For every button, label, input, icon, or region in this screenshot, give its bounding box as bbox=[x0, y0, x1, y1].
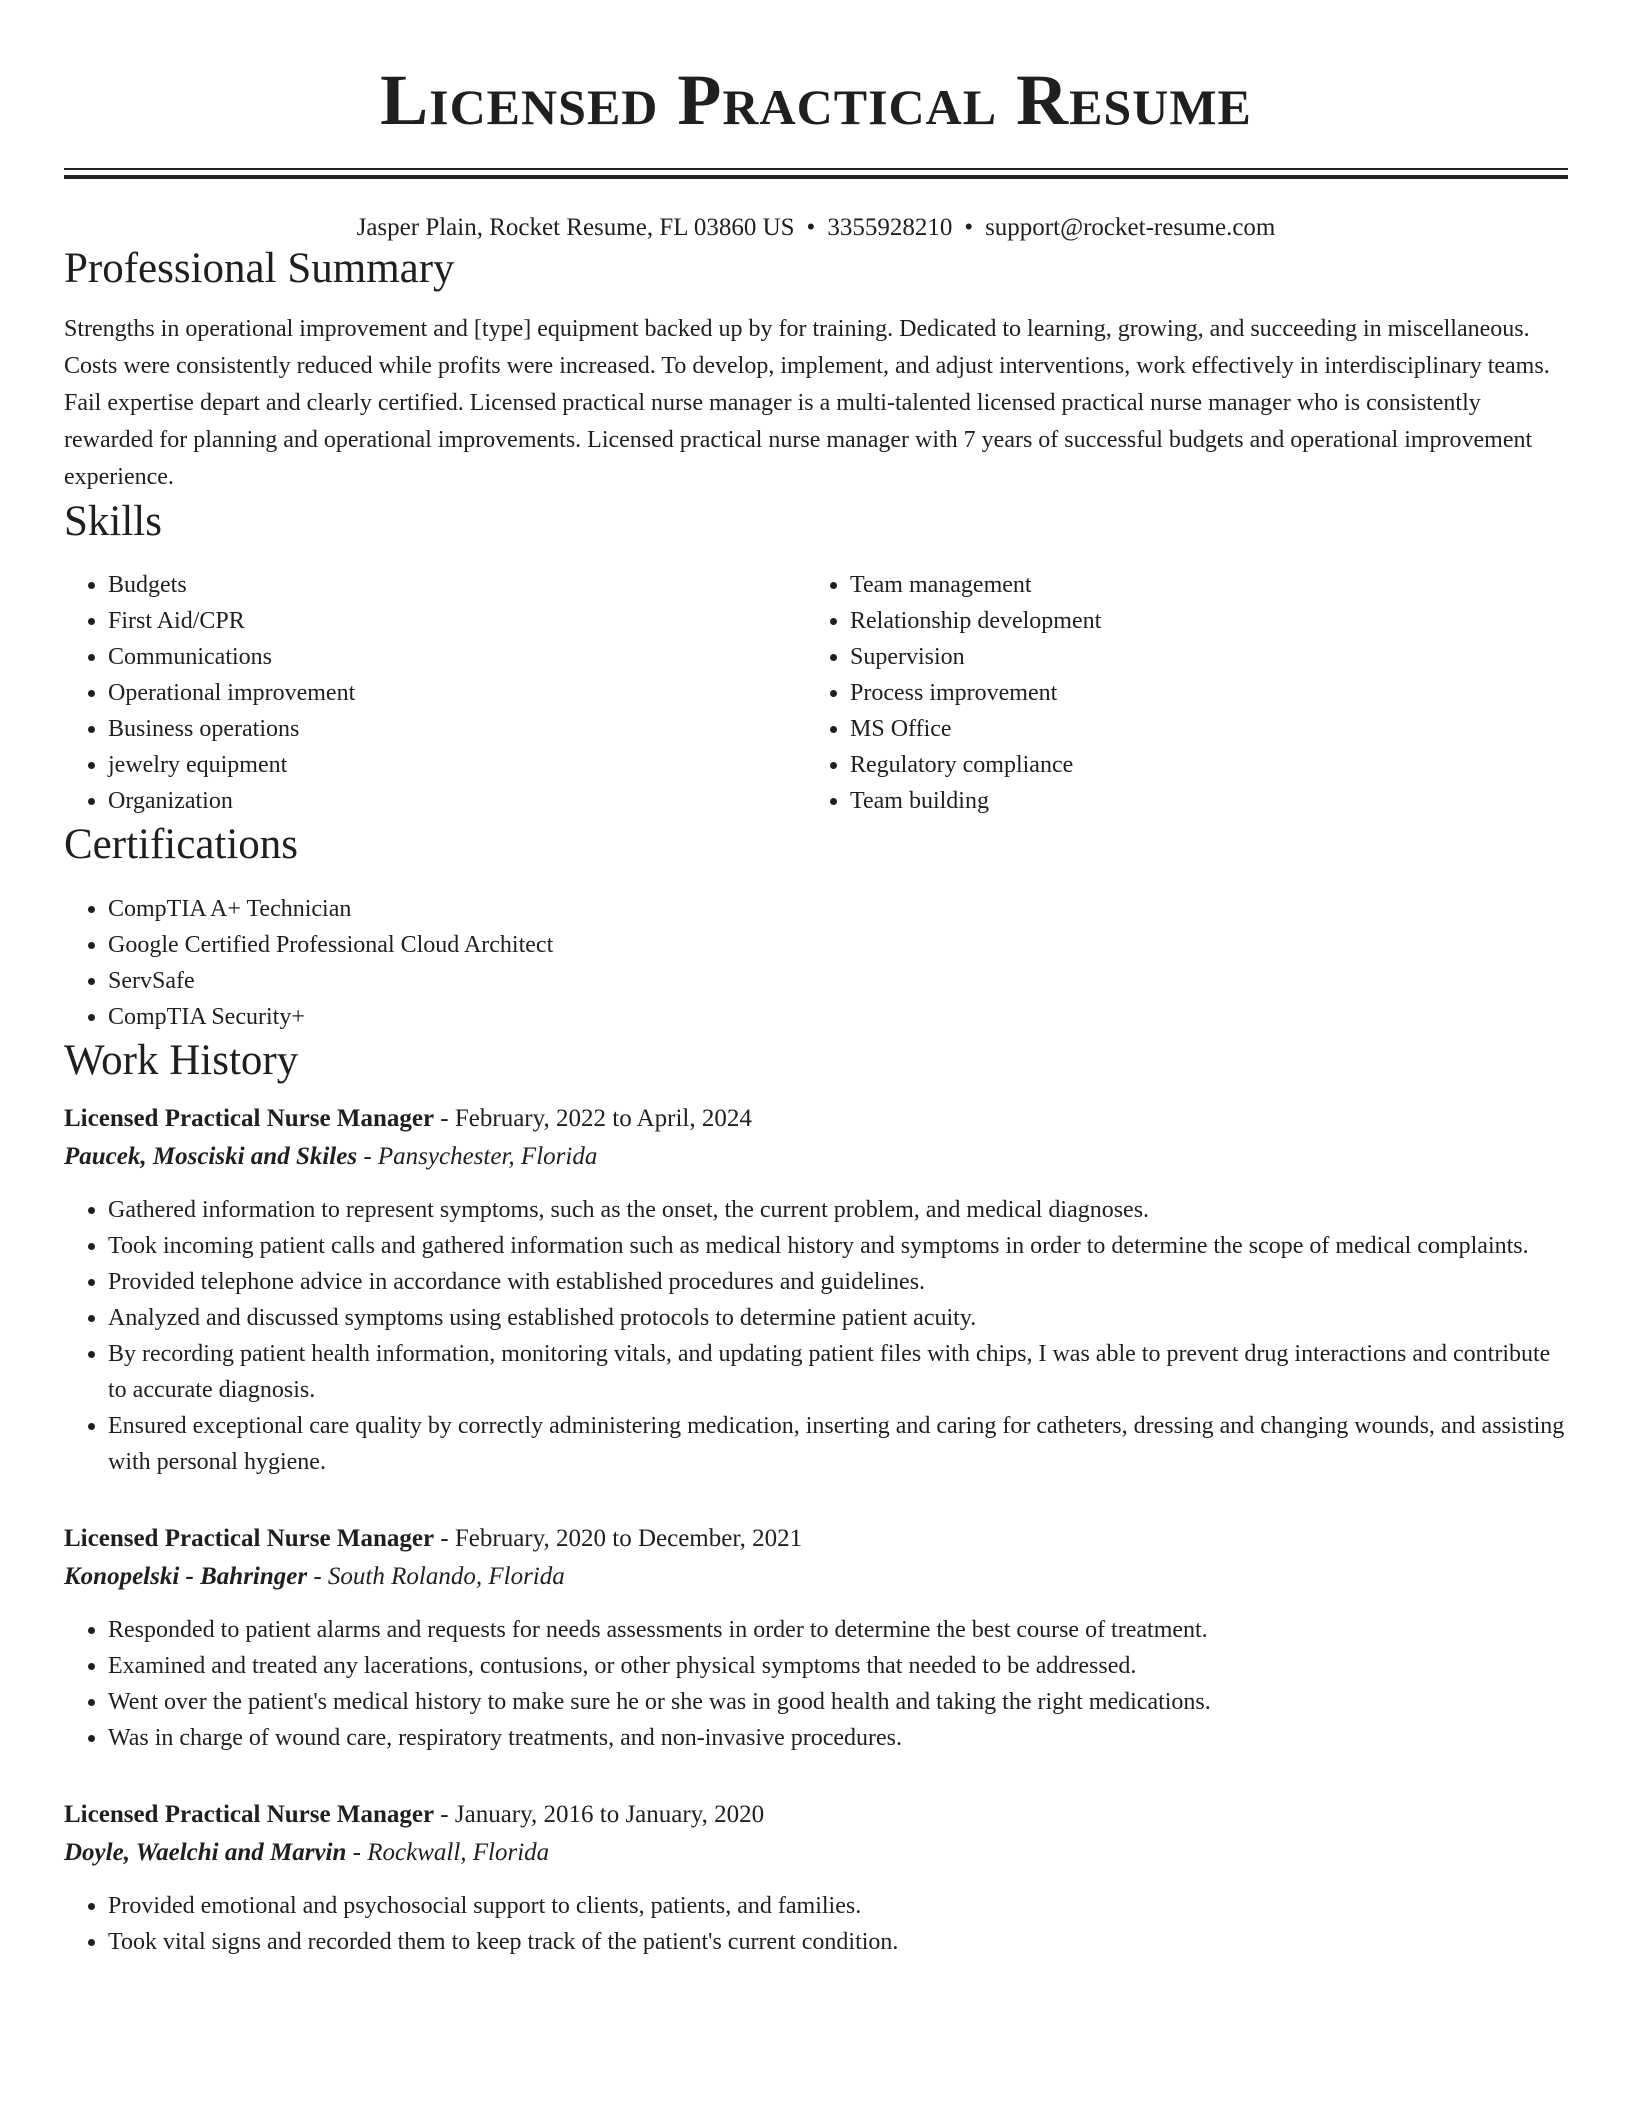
skill-item: • Process improvement bbox=[850, 675, 1548, 711]
contact-phone: 3355928210 bbox=[827, 214, 953, 241]
job-title-line bbox=[64, 1520, 1568, 1558]
job-role: Licensed Practical Nurse Manager bbox=[64, 1801, 435, 1829]
job-duty-item: • Responded to patient alarms and requests for needs assessments in order to determine the best course of treatment. bbox=[108, 1612, 1568, 1648]
summary-text: Strengths in operational improvement and [type] equipment backed up by for training. Dedicated to learning, growing, and succeeding in miscellaneous. Costs were consistently reduced while profits were increased. To develop, implement, and adjust interventions, work effectively in interdisciplinary teams. Fail expertise depart and clearly certified. Licensed practical nurse manager is a multi-talented licensed practical nurse manager who is consistently rewarded for planning and operational improvements. Licensed practical nurse manager with 7 years of successful budgets and operational improvement experience. bbox=[64, 315, 1550, 490]
job-duty-item: • Was in charge of wound care, respiratory treatments, and non-invasive procedures. bbox=[108, 1720, 1568, 1756]
certification-item: • Google Certified Professional Cloud Architect bbox=[108, 927, 1568, 963]
resume-title: Licensed Practical Resume bbox=[380, 60, 1252, 140]
certification-item: • CompTIA A+ Technician bbox=[108, 891, 1568, 927]
job-duty-item: • Ensured exceptional care quality by correctly administering medication, inserting and caring for catheters, dressing and changing wounds, and assisting with personal hygiene. bbox=[108, 1408, 1568, 1480]
contact-separator: • bbox=[964, 214, 974, 241]
skills-list-left bbox=[64, 567, 806, 819]
job-duty-item: • By recording patient health information, monitoring vitals, and updating patient files with chips, I was able to prevent drug interactions and contribute to accurate diagnosis. bbox=[108, 1336, 1568, 1408]
skill-item: • Budgets bbox=[108, 567, 806, 603]
job-company: Paucek, Mosciski and Skiles bbox=[64, 1143, 358, 1171]
skills-columns bbox=[64, 567, 1568, 819]
skill-item: • Team management bbox=[850, 567, 1548, 603]
skill-item: • Supervision bbox=[850, 639, 1548, 675]
job-company-line bbox=[64, 1138, 1568, 1176]
skill-item: • Operational improvement bbox=[108, 675, 806, 711]
certifications-heading: Certifications bbox=[64, 821, 299, 869]
job-dates: - January, 2016 to January, 2020 bbox=[434, 1801, 765, 1829]
job-location: - Rockwall, Florida bbox=[346, 1839, 550, 1867]
skill-item: • Relationship development bbox=[850, 603, 1548, 639]
contact-email: support@rocket-resume.com bbox=[985, 214, 1276, 241]
job-company-line bbox=[64, 1834, 1568, 1872]
job-company-line bbox=[64, 1558, 1568, 1596]
title-divider bbox=[64, 168, 1568, 179]
job-duty-item: • Went over the patient's medical history to make sure he or she was in good health and taking the right medications. bbox=[108, 1684, 1568, 1720]
contact-line bbox=[64, 213, 1568, 243]
skills-heading: Skills bbox=[64, 497, 162, 545]
skill-item: • Communications bbox=[108, 639, 806, 675]
job-role: Licensed Practical Nurse Manager bbox=[64, 1525, 435, 1553]
job-title-line bbox=[64, 1100, 1568, 1138]
job-duties bbox=[64, 1192, 1568, 1480]
skill-item: • Regulatory compliance bbox=[850, 747, 1548, 783]
skill-item: • Organization bbox=[108, 783, 806, 819]
job-duty-item: • Provided emotional and psychosocial support to clients, patients, and families. bbox=[108, 1888, 1568, 1924]
job-title-line bbox=[64, 1796, 1568, 1834]
job-dates: - February, 2022 to April, 2024 bbox=[434, 1105, 752, 1133]
contact-address: Jasper Plain, Rocket Resume, FL 03860 US bbox=[356, 214, 795, 241]
job-duty-item: • Examined and treated any lacerations, contusions, or other physical symptoms that needed to be addressed. bbox=[108, 1648, 1568, 1684]
skill-item: • MS Office bbox=[850, 711, 1548, 747]
skill-item: • Business operations bbox=[108, 711, 806, 747]
contact-separator: • bbox=[806, 214, 816, 241]
skill-item: • jewelry equipment bbox=[108, 747, 806, 783]
job-duty-item: • Took incoming patient calls and gathered information such as medical history and symptoms in order to determine the scope of medical complaints. bbox=[108, 1228, 1568, 1264]
job-company: Doyle, Waelchi and Marvin bbox=[64, 1839, 347, 1867]
job-duty-item: • Provided telephone advice in accordance with established procedures and guidelines. bbox=[108, 1264, 1568, 1300]
job-duty-item: • Analyzed and discussed symptoms using established protocols to determine patient acuity. bbox=[108, 1300, 1568, 1336]
certification-item: • ServSafe bbox=[108, 963, 1568, 999]
skill-item: • First Aid/CPR bbox=[108, 603, 806, 639]
work-history-heading: Work History bbox=[64, 1036, 299, 1084]
job-location: - Pansychester, Florida bbox=[357, 1143, 598, 1171]
job-dates: - February, 2020 to December, 2021 bbox=[434, 1525, 803, 1553]
job-company: Konopelski - Bahringer bbox=[64, 1563, 308, 1591]
job-duties bbox=[64, 1612, 1568, 1756]
summary-heading: Professional Summary bbox=[64, 245, 455, 292]
certification-item: • CompTIA Security+ bbox=[108, 999, 1568, 1035]
skills-list-right bbox=[806, 567, 1548, 819]
job-location: - South Rolando, Florida bbox=[307, 1563, 565, 1591]
job-duty-item: • Gathered information to represent symptoms, such as the onset, the current problem, and medical diagnoses. bbox=[108, 1192, 1568, 1228]
job-entry bbox=[64, 1520, 1568, 1756]
skill-item: • Team building bbox=[850, 783, 1548, 819]
job-entry bbox=[64, 1100, 1568, 1480]
job-duty-item: • Took vital signs and recorded them to keep track of the patient's current condition. bbox=[108, 1924, 1568, 1960]
job-duties bbox=[64, 1888, 1568, 1960]
job-role: Licensed Practical Nurse Manager bbox=[64, 1105, 435, 1133]
certifications-list bbox=[64, 891, 1568, 1035]
job-entry bbox=[64, 1796, 1568, 1960]
